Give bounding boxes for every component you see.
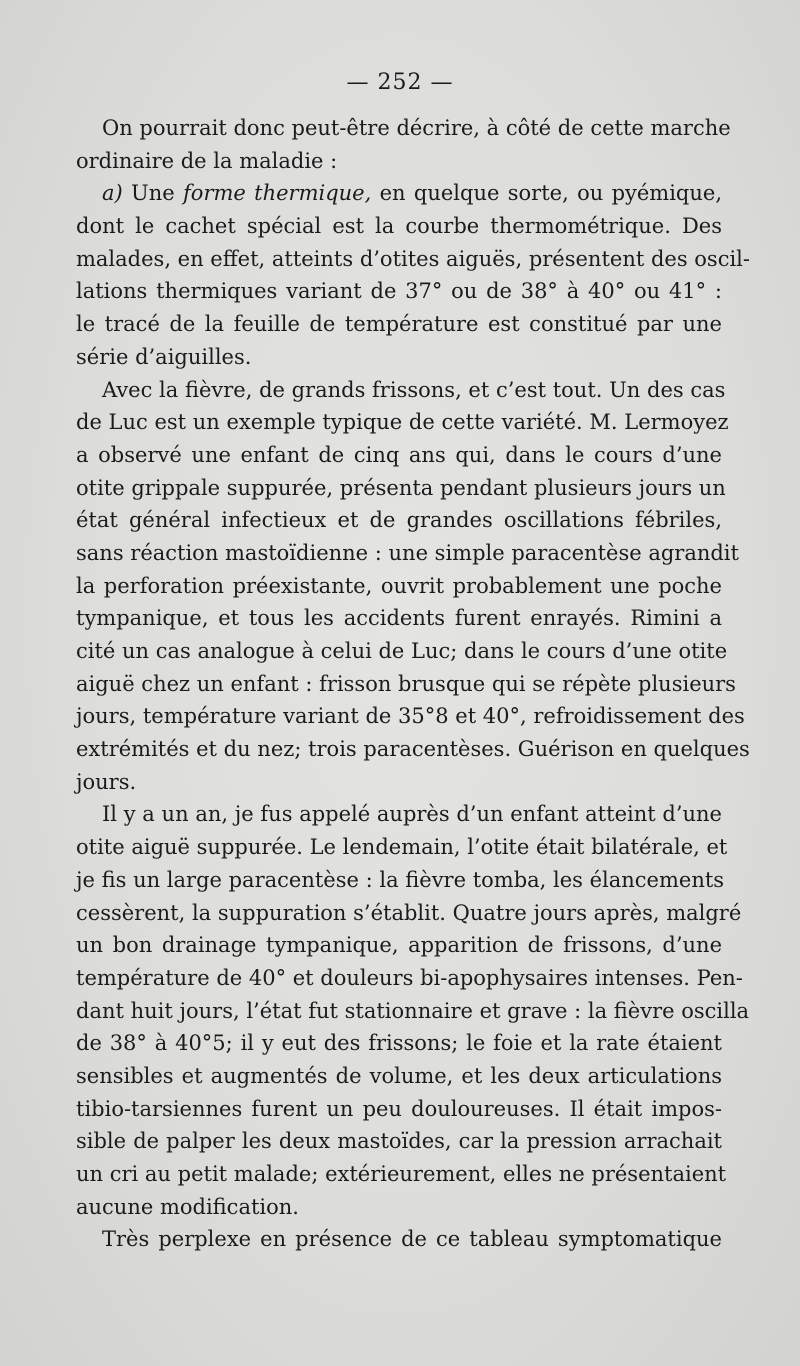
text-line: aiguë chez un enfant : frisson brusque qui se répète plusieurs [76,671,736,696]
text-line: Avec la fièvre, de grands frissons, et c’est tout. Un des cas [102,377,726,402]
text-line: température de 40° et douleurs bi-apophysaires intenses. Pen- [76,965,743,990]
text-line: ordinaire de la maladie : [76,148,338,173]
text-line: le tracé de la feuille de température est constitué par une [76,312,722,337]
text-line: extrémités et du nez; trois paracentèses. Guérison en quelques [76,737,750,762]
text-line: un cri au petit malade; extérieurement, elles ne présentaient [76,1162,727,1186]
text-line: tibio-tarsiennes furent un peu douloureuses. Il était impos- [76,1096,722,1121]
text-line: je fis un large paracentèse : la fièvre tomba, les élancements [76,867,725,892]
text-line: otite aiguë suppurée. Le lendemain, l’otite était bilatérale, et [76,835,728,860]
text-fragment: a) [102,181,132,206]
text-line: On pourrait donc peut-être décrire, à côté de cette marche [102,116,731,140]
text-line: jours. [76,769,137,794]
text-line: malades, en effet, atteints d’otites aiguës, présentent des oscil- [76,246,750,271]
text-fragment: en quelque sorte, ou pyémique, [371,181,722,206]
page-number: — 252 — [346,70,454,95]
text-line: sible de palper les deux mastoïdes, car la pression arrachait [76,1129,722,1154]
text-line [76,177,722,210]
text-line: état général infectieux et de grandes oscillations fébriles, [76,508,722,533]
text-line: sensibles et augmentés de volume, et les deux articulations [76,1063,722,1088]
text-line: a observé une enfant de cinq ans qui, dans le cours d’une [76,442,722,467]
text-line: lations thermiques variant de 37° ou de 38° à 40° ou 41° : [76,279,722,304]
text-line: otite grippale suppurée, présenta pendant plusieurs jours un [76,475,726,500]
text-line: jours, température variant de 35°8 et 40°, refroidissement des [76,704,745,729]
text-line: Très perplexe en présence de ce tableau symptomatique [102,1227,722,1252]
text-line: cessèrent, la suppuration s’établit. Quatre jours après, malgré [76,900,742,925]
text-line: de Luc est un exemple typique de cette variété. M. Lermoyez [76,410,729,435]
text-line: un bon drainage tympanique, apparition de frissons, d’une [76,933,722,958]
text-line: de 38° à 40°5; il y eut des frissons; le foie et la rate étaient [76,1031,722,1056]
body-text [76,112,750,1256]
text-line: la perforation préexistante, ouvrit probablement une poche [76,573,722,598]
text-fragment: forme thermique, [183,181,372,206]
text-line: tympanique, et tous les accidents furent enrayés. Rimini a [76,606,722,631]
text-fragment: Une [131,181,184,206]
text-line: sans réaction mastoïdienne : une simple paracentèse agrandit [76,540,739,565]
text-line: cité un cas analogue à celui de Luc; dans le cours d’une otite [76,639,728,663]
text-line: Il y a un an, je fus appelé auprès d’un enfant atteint d’une [102,802,722,827]
text-line: série d’aiguilles. [76,344,252,369]
text-line: dont le cachet spécial est la courbe thermométrique. Des [76,214,722,239]
text-line: aucune modification. [76,1194,299,1219]
text-line: dant huit jours, l’état fut stationnaire et grave : la fièvre oscilla [76,998,750,1023]
